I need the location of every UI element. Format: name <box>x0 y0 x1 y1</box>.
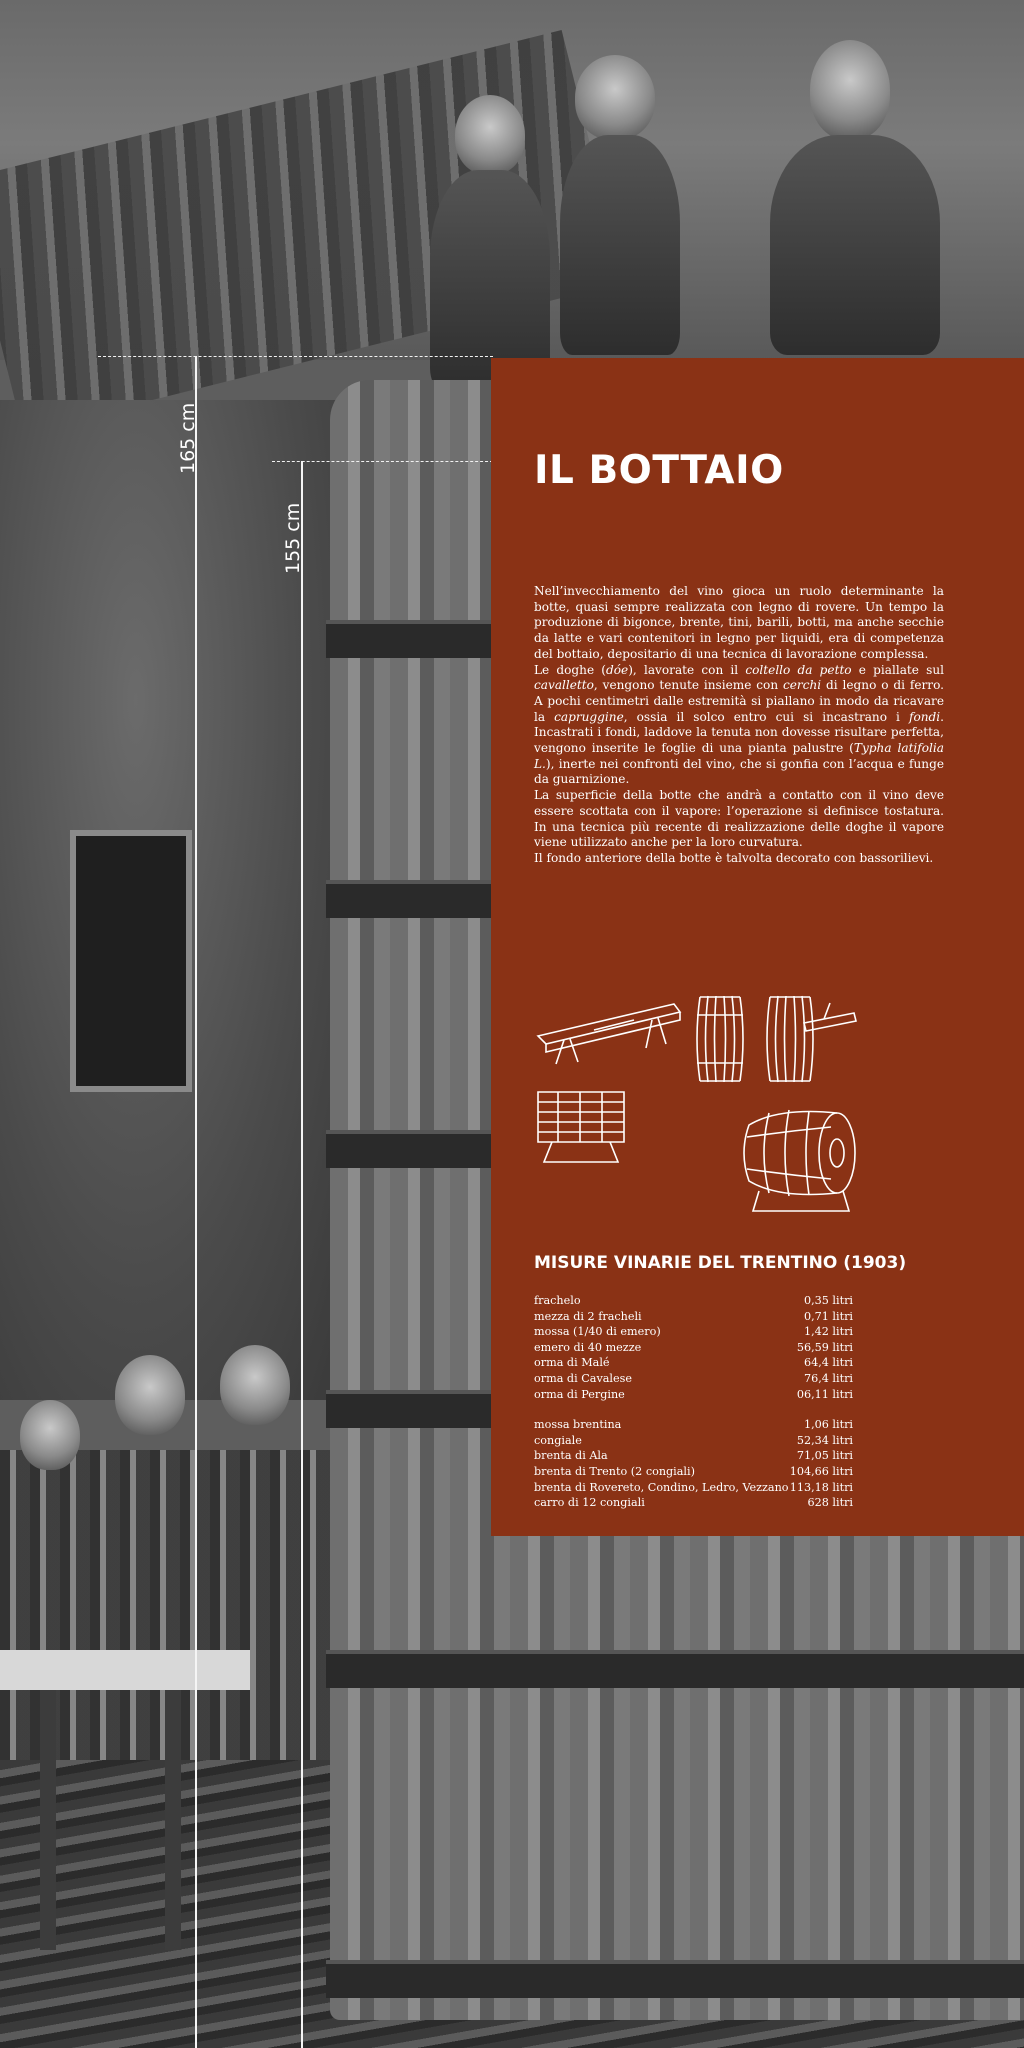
photo-child-head <box>115 1355 185 1435</box>
photo-barrel-hoop <box>326 1650 1024 1688</box>
measure-name: brenta di Trento (2 congiali) <box>534 1464 695 1478</box>
measure-guide-top-155 <box>272 461 493 462</box>
measure-value: 0,71 litri <box>803 1309 853 1323</box>
measure-name: orma di Cavalese <box>534 1371 632 1385</box>
measure-guide-top-165 <box>98 356 493 357</box>
measure-name: frachelo <box>534 1294 581 1307</box>
measure-row <box>534 1417 853 1433</box>
measure-value: 0,35 litri <box>803 1294 853 1307</box>
hooped-barrel-drawing-icon <box>534 1086 629 1166</box>
photo-child-head <box>810 40 890 140</box>
measure-name: mossa brentina <box>534 1418 622 1432</box>
measures-group-2 <box>534 1417 853 1511</box>
stave-planing-drawing-icon <box>764 993 859 1085</box>
photo-child-head <box>455 95 525 175</box>
paragraph-4: Il fondo anteriore della botte è talvolta decorato con bassorilievi. <box>534 850 934 865</box>
measure-line-155 <box>301 461 303 2048</box>
measure-value: 76,4 litri <box>803 1371 853 1385</box>
measure-value: 71,05 litri <box>796 1449 853 1463</box>
barrel-on-stand-drawing-icon <box>739 1103 864 1218</box>
measure-row <box>534 1309 853 1325</box>
measure-row <box>534 1387 853 1403</box>
paragraph-1: Nell’invecchiamento del vino gioca un ruolo determinante la botte, quasi sempre realizzata con legno di rovere. Un tempo la produzione di bigonce, brente, tini, barili, botti, ma anche secchie da latte e vari contenitori in legno per liquidi, era di competenza del bottaio, depositario di una tecnica di lavorazione complessa. <box>534 584 944 661</box>
measure-name: brenta di Rovereto, Condino, Ledro, Vezzano <box>534 1480 789 1494</box>
photo-barrel-hoop <box>326 1960 1024 1998</box>
photo-child-body <box>560 135 680 355</box>
measure-name: mossa (1/40 di emero) <box>534 1325 661 1339</box>
photo-child-body <box>430 170 550 390</box>
measure-row <box>534 1355 853 1371</box>
cooper-drawings <box>534 993 944 1233</box>
measure-row <box>534 1480 853 1496</box>
measure-value: 1,42 litri <box>803 1325 853 1339</box>
measure-row <box>534 1495 853 1511</box>
measure-row <box>534 1464 853 1480</box>
photo-bench-leg <box>165 1690 181 1950</box>
photo-child-body <box>770 135 940 355</box>
measure-value: 56,59 litri <box>796 1340 853 1354</box>
photo-window <box>70 830 192 1092</box>
measure-line-165 <box>195 356 197 2048</box>
photo-child-head <box>575 55 655 140</box>
photo-child-head <box>220 1345 290 1425</box>
measure-name: emero di 40 mezze <box>534 1340 642 1354</box>
measure-name: orma di Pergine <box>534 1387 625 1401</box>
measure-label-165: 165 cm <box>177 402 199 474</box>
measure-name: carro di 12 congiali <box>534 1496 645 1510</box>
paragraph-3: La superficie della botte che andrà a contatto con il vino deve essere scottata con il vapore: l’operazione si definisce tostatura. In una tecnica più recente di realizzazione delle doghe il vapore viene utilizzato anche per la loro curvatura. <box>534 788 944 850</box>
photo-bench <box>0 1650 250 1690</box>
measure-name: brenta di Ala <box>534 1449 608 1463</box>
measure-name: mezza di 2 fracheli <box>534 1309 642 1323</box>
measure-row <box>534 1340 853 1356</box>
paragraph-2: Le doghe (dóe), lavorate con il coltello da petto e piallate sul cavalletto, vengono tenute insieme con cerchi di legno o di ferro. A pochi centimetri dalle estremità si piallano in modo da ricavare la capruggine, ossia il solco entro cui si incastrano i fondi. Incastrati i fondi, laddove la tenuta non dovesse risultare perfetta, vengono inserite le foglie di una pianta palustre (Typha latifolia L.), inerte nei confronti del vino, che si gonfia con l’acqua e funge da guarnizione. <box>534 662 945 787</box>
measure-value: 52,34 litri <box>796 1433 853 1447</box>
measures-group-1 <box>534 1293 853 1402</box>
measures-list <box>534 1293 853 1511</box>
measure-value: 64,4 litri <box>803 1356 853 1370</box>
measure-row <box>534 1448 853 1464</box>
measure-row <box>534 1433 853 1449</box>
measure-value: 628 litri <box>807 1496 853 1510</box>
measure-label-155: 155 cm <box>282 502 304 574</box>
measure-value: 06,11 litri <box>796 1387 853 1401</box>
measure-row <box>534 1371 853 1387</box>
measure-value: 113,18 litri <box>789 1480 853 1494</box>
photo-bench-leg <box>40 1690 56 1950</box>
body-text <box>534 584 944 867</box>
photo-child-head <box>20 1400 80 1470</box>
cavalletto-drawing-icon <box>534 998 684 1068</box>
measure-name: orma di Malé <box>534 1356 610 1370</box>
measure-row <box>534 1293 853 1309</box>
measure-value: 1,06 litri <box>803 1418 853 1432</box>
info-panel <box>491 358 1024 1536</box>
measure-value: 104,66 litri <box>789 1464 853 1478</box>
page-title: IL BOTTAIO <box>534 448 784 493</box>
measures-title: MISURE VINARIE DEL TRENTINO (1903) <box>534 1253 907 1273</box>
staves-drawing-icon <box>694 993 746 1085</box>
measure-name: congiale <box>534 1433 582 1447</box>
measure-row <box>534 1324 853 1340</box>
